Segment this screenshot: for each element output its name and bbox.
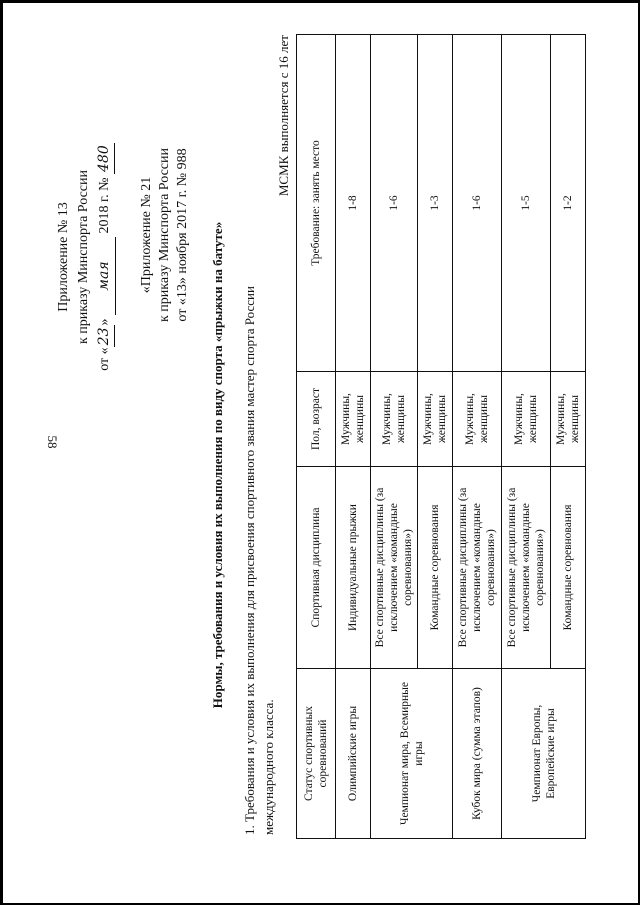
appendix-number: Приложение № 13 xyxy=(56,202,71,312)
appendix-order: к приказу Минспорта России xyxy=(76,170,91,344)
place-cell: 1-6 xyxy=(371,35,418,372)
document-title: Нормы, требования и условия их выполнения по виду спорта «прыжки на батуте» xyxy=(210,221,225,709)
previous-appendix-date: от «13» ноября 2017 г. № 988 xyxy=(175,148,190,322)
discipline-cell: Индивидуальные прыжки xyxy=(336,467,371,669)
table-row xyxy=(371,35,418,839)
place-cell: 1-8 xyxy=(336,35,371,372)
norms-table xyxy=(296,34,586,839)
previous-appendix-order: к приказу Минспорта России xyxy=(157,148,172,322)
table-row xyxy=(336,35,371,839)
status-cell: Кубок мира (сумма этапов) xyxy=(453,669,502,839)
status-cell: Чемпионат мира, Всемирные игры xyxy=(371,669,453,839)
place-cell: 1-5 xyxy=(502,35,551,372)
previous-appendix xyxy=(138,125,192,345)
order-number: 480 xyxy=(94,143,115,174)
table-row xyxy=(502,35,551,839)
appendix-header xyxy=(54,137,116,377)
date-month: мая xyxy=(96,261,112,291)
discipline-cell: Командные соревнования xyxy=(418,467,453,669)
gender-cell: Мужчины, женщины xyxy=(418,372,453,467)
date-mid: » xyxy=(97,318,112,326)
header-status: Статус спортивных соревнований xyxy=(297,669,336,839)
intro-paragraph xyxy=(240,35,278,835)
discipline-cell: Все спортивные дисциплины (за исключением «командные соревнования») xyxy=(371,467,418,669)
place-cell: 1-3 xyxy=(418,35,453,372)
gender-cell: Мужчины, женщины xyxy=(336,372,371,467)
header-gender-age: Пол, возраст xyxy=(297,372,336,467)
table-row xyxy=(453,35,502,839)
table-header-row xyxy=(297,35,336,839)
gender-cell: Мужчины, женщины xyxy=(502,372,551,467)
date-prefix: от « xyxy=(97,347,112,371)
header-discipline: Спортивная дисциплина xyxy=(297,467,336,669)
date-year: 2018 г. № xyxy=(97,177,112,234)
mcmk-note: МСМК выполняется с 16 лет xyxy=(276,35,291,197)
intro-line-2: международного класса. xyxy=(261,699,276,835)
date-day: 23 xyxy=(94,326,115,348)
gender-cell: Мужчины, женщины xyxy=(551,372,586,467)
status-cell: Чемпионат Европы, Европейские игры xyxy=(502,669,586,839)
discipline-cell: Все спортивные дисциплины (за исключением «командные соревнования») xyxy=(453,467,502,669)
header-requirement: Требование: занять место xyxy=(297,35,336,372)
place-cell: 1-6 xyxy=(453,35,502,372)
page-number: 58 xyxy=(45,435,60,449)
gender-cell: Мужчины, женщины xyxy=(371,372,418,467)
appendix-date xyxy=(94,137,116,377)
discipline-cell: Командные соревнования xyxy=(551,467,586,669)
status-cell: Олимпийские игры xyxy=(336,669,371,839)
discipline-cell: Все спортивные дисциплины (за исключением «командные соревнования») xyxy=(502,467,551,669)
intro-line-1: 1. Требования и условия их выполнения для присвоения спортивного звания мастер спорта России xyxy=(242,286,257,835)
gender-cell: Мужчины, женщины xyxy=(453,372,502,467)
place-cell: 1-2 xyxy=(551,35,586,372)
previous-appendix-number: «Приложение № 21 xyxy=(139,176,154,294)
